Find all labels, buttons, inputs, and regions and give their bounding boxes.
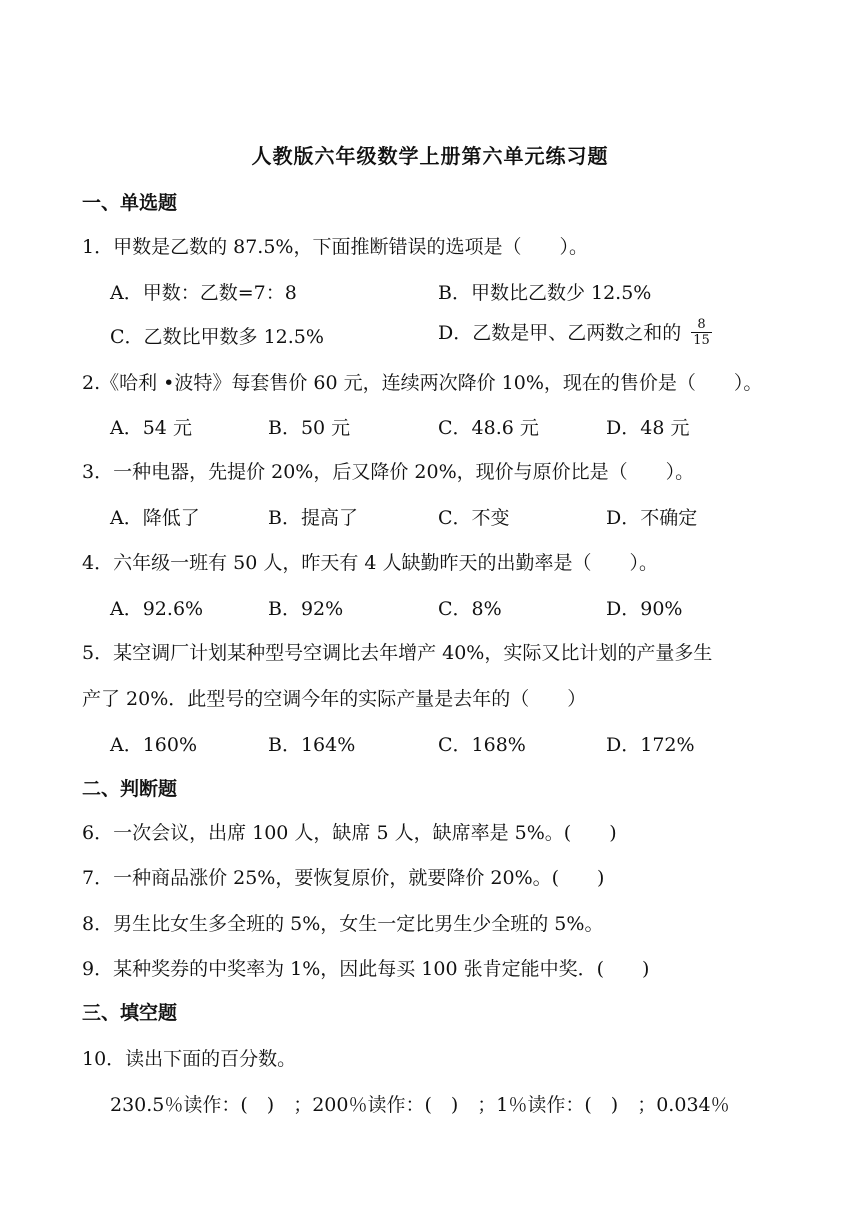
fraction-denominator: 15 bbox=[693, 332, 710, 348]
question-3-option-a: A．降低了 bbox=[110, 507, 200, 529]
question-2-option-c: C．48.6 元 bbox=[438, 417, 539, 439]
question-4-option-a: A．92.6% bbox=[110, 598, 204, 620]
question-5-stem-line-2: 产了 20%．此型号的空调今年的实际产量是去年的（ ） bbox=[82, 688, 587, 710]
question-2-option-d: D．48 元 bbox=[606, 417, 690, 439]
question-1-stem: 1．甲数是乙数的 87.5%，下面推断错误的选项是（ ）。 bbox=[82, 236, 588, 258]
question-4-option-b: B．92% bbox=[268, 598, 344, 620]
question-5-option-a: A．160% bbox=[110, 734, 198, 756]
question-4-option-d: D．90% bbox=[606, 598, 683, 620]
question-5-stem-line-1: 5．某空调厂计划某种型号空调比去年增产 40%，实际又比计划的产量多生 bbox=[82, 642, 713, 664]
question-2-option-b: B．50 元 bbox=[268, 417, 351, 439]
question-3-option-c: C．不变 bbox=[438, 507, 510, 529]
question-1-option-c: C．乙数比甲数多 12.5% bbox=[110, 326, 324, 348]
question-2-option-a: A．54 元 bbox=[110, 417, 192, 439]
question-7: 7．一种商品涨价 25%，要恢复原价，就要降价 20%。( ) bbox=[82, 867, 605, 889]
question-1-option-b: B．甲数比乙数少 12.5% bbox=[438, 282, 652, 304]
fraction-eight-fifteenths bbox=[691, 317, 712, 348]
question-8: 8．男生比女生多全班的 5%，女生一定比男生少全班的 5%。 bbox=[82, 913, 604, 935]
question-1-option-d bbox=[438, 318, 712, 350]
question-10-stem: 10．读出下面的百分数。 bbox=[82, 1048, 297, 1070]
question-5-option-d: D．172% bbox=[606, 734, 695, 756]
question-3-option-d: D．不确定 bbox=[606, 507, 698, 529]
question-3-option-b: B．提高了 bbox=[268, 507, 358, 529]
question-4-option-c: C．8% bbox=[438, 598, 502, 620]
question-6: 6．一次会议，出席 100 人，缺席 5 人，缺席率是 5%。( ) bbox=[82, 822, 617, 844]
page-title: 人教版六年级数学上册第六单元练习题 bbox=[251, 144, 609, 168]
question-5-option-c: C．168% bbox=[438, 734, 526, 756]
question-5-option-b: B．164% bbox=[268, 734, 356, 756]
question-3-stem: 3．一种电器，先提价 20%，后又降价 20%，现价与原价比是（ ）。 bbox=[82, 461, 695, 483]
section-heading-single-choice: 一、单选题 bbox=[82, 192, 178, 214]
fraction-numerator: 8 bbox=[691, 317, 712, 333]
question-1-option-a: A．甲数：乙数=7：8 bbox=[110, 282, 297, 304]
question-4-stem: 4．六年级一班有 50 人，昨天有 4 人缺勤昨天的出勤率是（ ）。 bbox=[82, 552, 659, 574]
section-heading-fill-blank: 三、填空题 bbox=[82, 1002, 178, 1024]
section-heading-true-false: 二、判断题 bbox=[82, 778, 178, 800]
question-10-line: 230.5％读作：( ) ；200％读作：( ) ；1％读作：( ) ；0.034％ bbox=[110, 1094, 730, 1116]
question-1-option-d-text: D．乙数是甲、乙两数之和的 bbox=[438, 322, 682, 344]
question-2-stem: 2.《哈利 •波特》每套售价 60 元，连续两次降价 10%，现在的售价是（ ）。 bbox=[82, 372, 763, 394]
question-9: 9．某种奖券的中奖率为 1%，因此每买 100 张肯定能中奖．( ) bbox=[82, 958, 650, 980]
